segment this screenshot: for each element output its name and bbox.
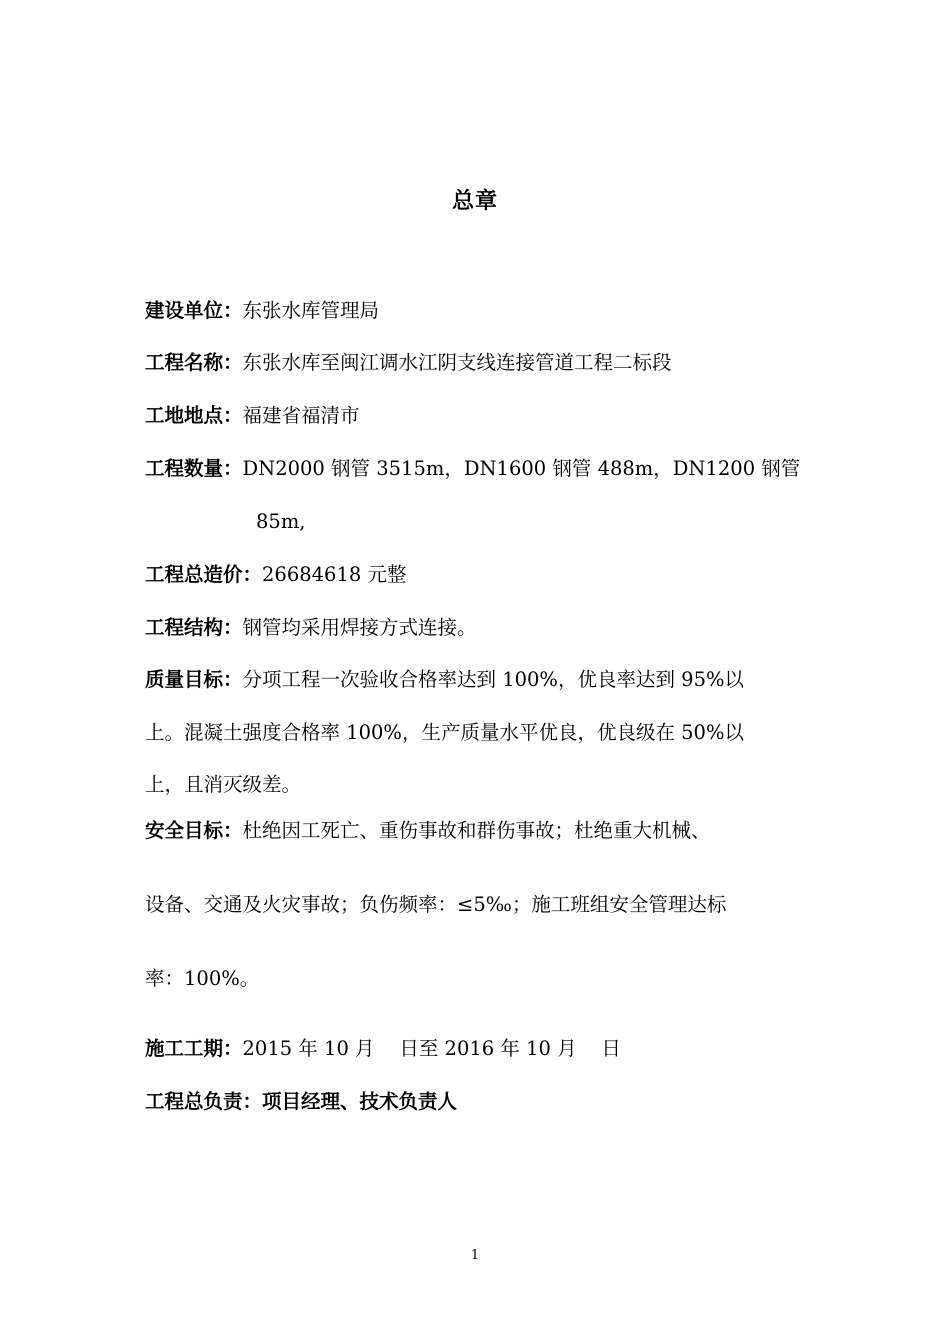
site-value: 福建省福清市 <box>242 404 360 427</box>
builder-value: 东张水库管理局 <box>242 299 380 322</box>
cost-label: 工程总造价： <box>145 563 263 586</box>
quality-text-3: 上，且消灭级差。 <box>145 773 302 796</box>
leader-label: 工程总负责： <box>145 1090 263 1113</box>
structure-label: 工程结构： <box>145 616 243 639</box>
quality-text-2: 上。混凝土强度合格率 100%，生产质量水平优良，优良级在 50%以 <box>145 721 744 744</box>
safety-text-2: 设备、交通及火灾事故；负伤频率：≤5‰；施工班组安全管理达标 <box>145 893 727 916</box>
cost-value: 26684618 元整 <box>262 563 407 586</box>
builder-line <box>145 296 379 326</box>
site-line <box>145 401 360 431</box>
period-line <box>145 1034 621 1064</box>
page-number: 1 <box>470 1248 480 1263</box>
quantity-value: DN2000 钢管 3515m，DN1600 钢管 488m，DN1200 钢管 <box>242 457 801 480</box>
safety-text-1: 杜绝因工死亡、重伤事故和群伤事故；杜绝重大机械、 <box>242 819 711 842</box>
safety-label: 安全目标： <box>145 819 243 842</box>
site-label: 工地地点： <box>145 404 243 427</box>
quantity-label: 工程数量： <box>145 457 243 480</box>
project-name-value: 东张水库至闽江调水江阴支线连接管道工程二标段 <box>242 351 672 374</box>
quality-label: 质量目标： <box>145 668 243 691</box>
builder-label: 建设单位： <box>145 299 243 322</box>
safety-line <box>145 816 711 846</box>
leader-line <box>145 1087 457 1117</box>
cost-line <box>145 560 406 590</box>
leader-value: 项目经理、技术负责人 <box>262 1090 458 1113</box>
quality-line <box>145 665 744 695</box>
quantity-continuation: 85m, <box>256 510 306 533</box>
project-name-label: 工程名称： <box>145 351 243 374</box>
quantity-line <box>145 454 800 484</box>
structure-line <box>145 613 477 643</box>
period-label: 施工工期： <box>145 1037 243 1060</box>
period-value: 2015 年 10 月 日至 2016 年 10 月 日 <box>242 1037 621 1060</box>
page-title: 总章 <box>451 188 498 214</box>
structure-value: 钢管均采用焊接方式连接。 <box>242 616 477 639</box>
project-name-line <box>145 348 672 378</box>
quality-text-1: 分项工程一次验收合格率达到 100%，优良率达到 95%以 <box>242 668 745 691</box>
safety-text-3: 率：100%。 <box>145 967 260 990</box>
